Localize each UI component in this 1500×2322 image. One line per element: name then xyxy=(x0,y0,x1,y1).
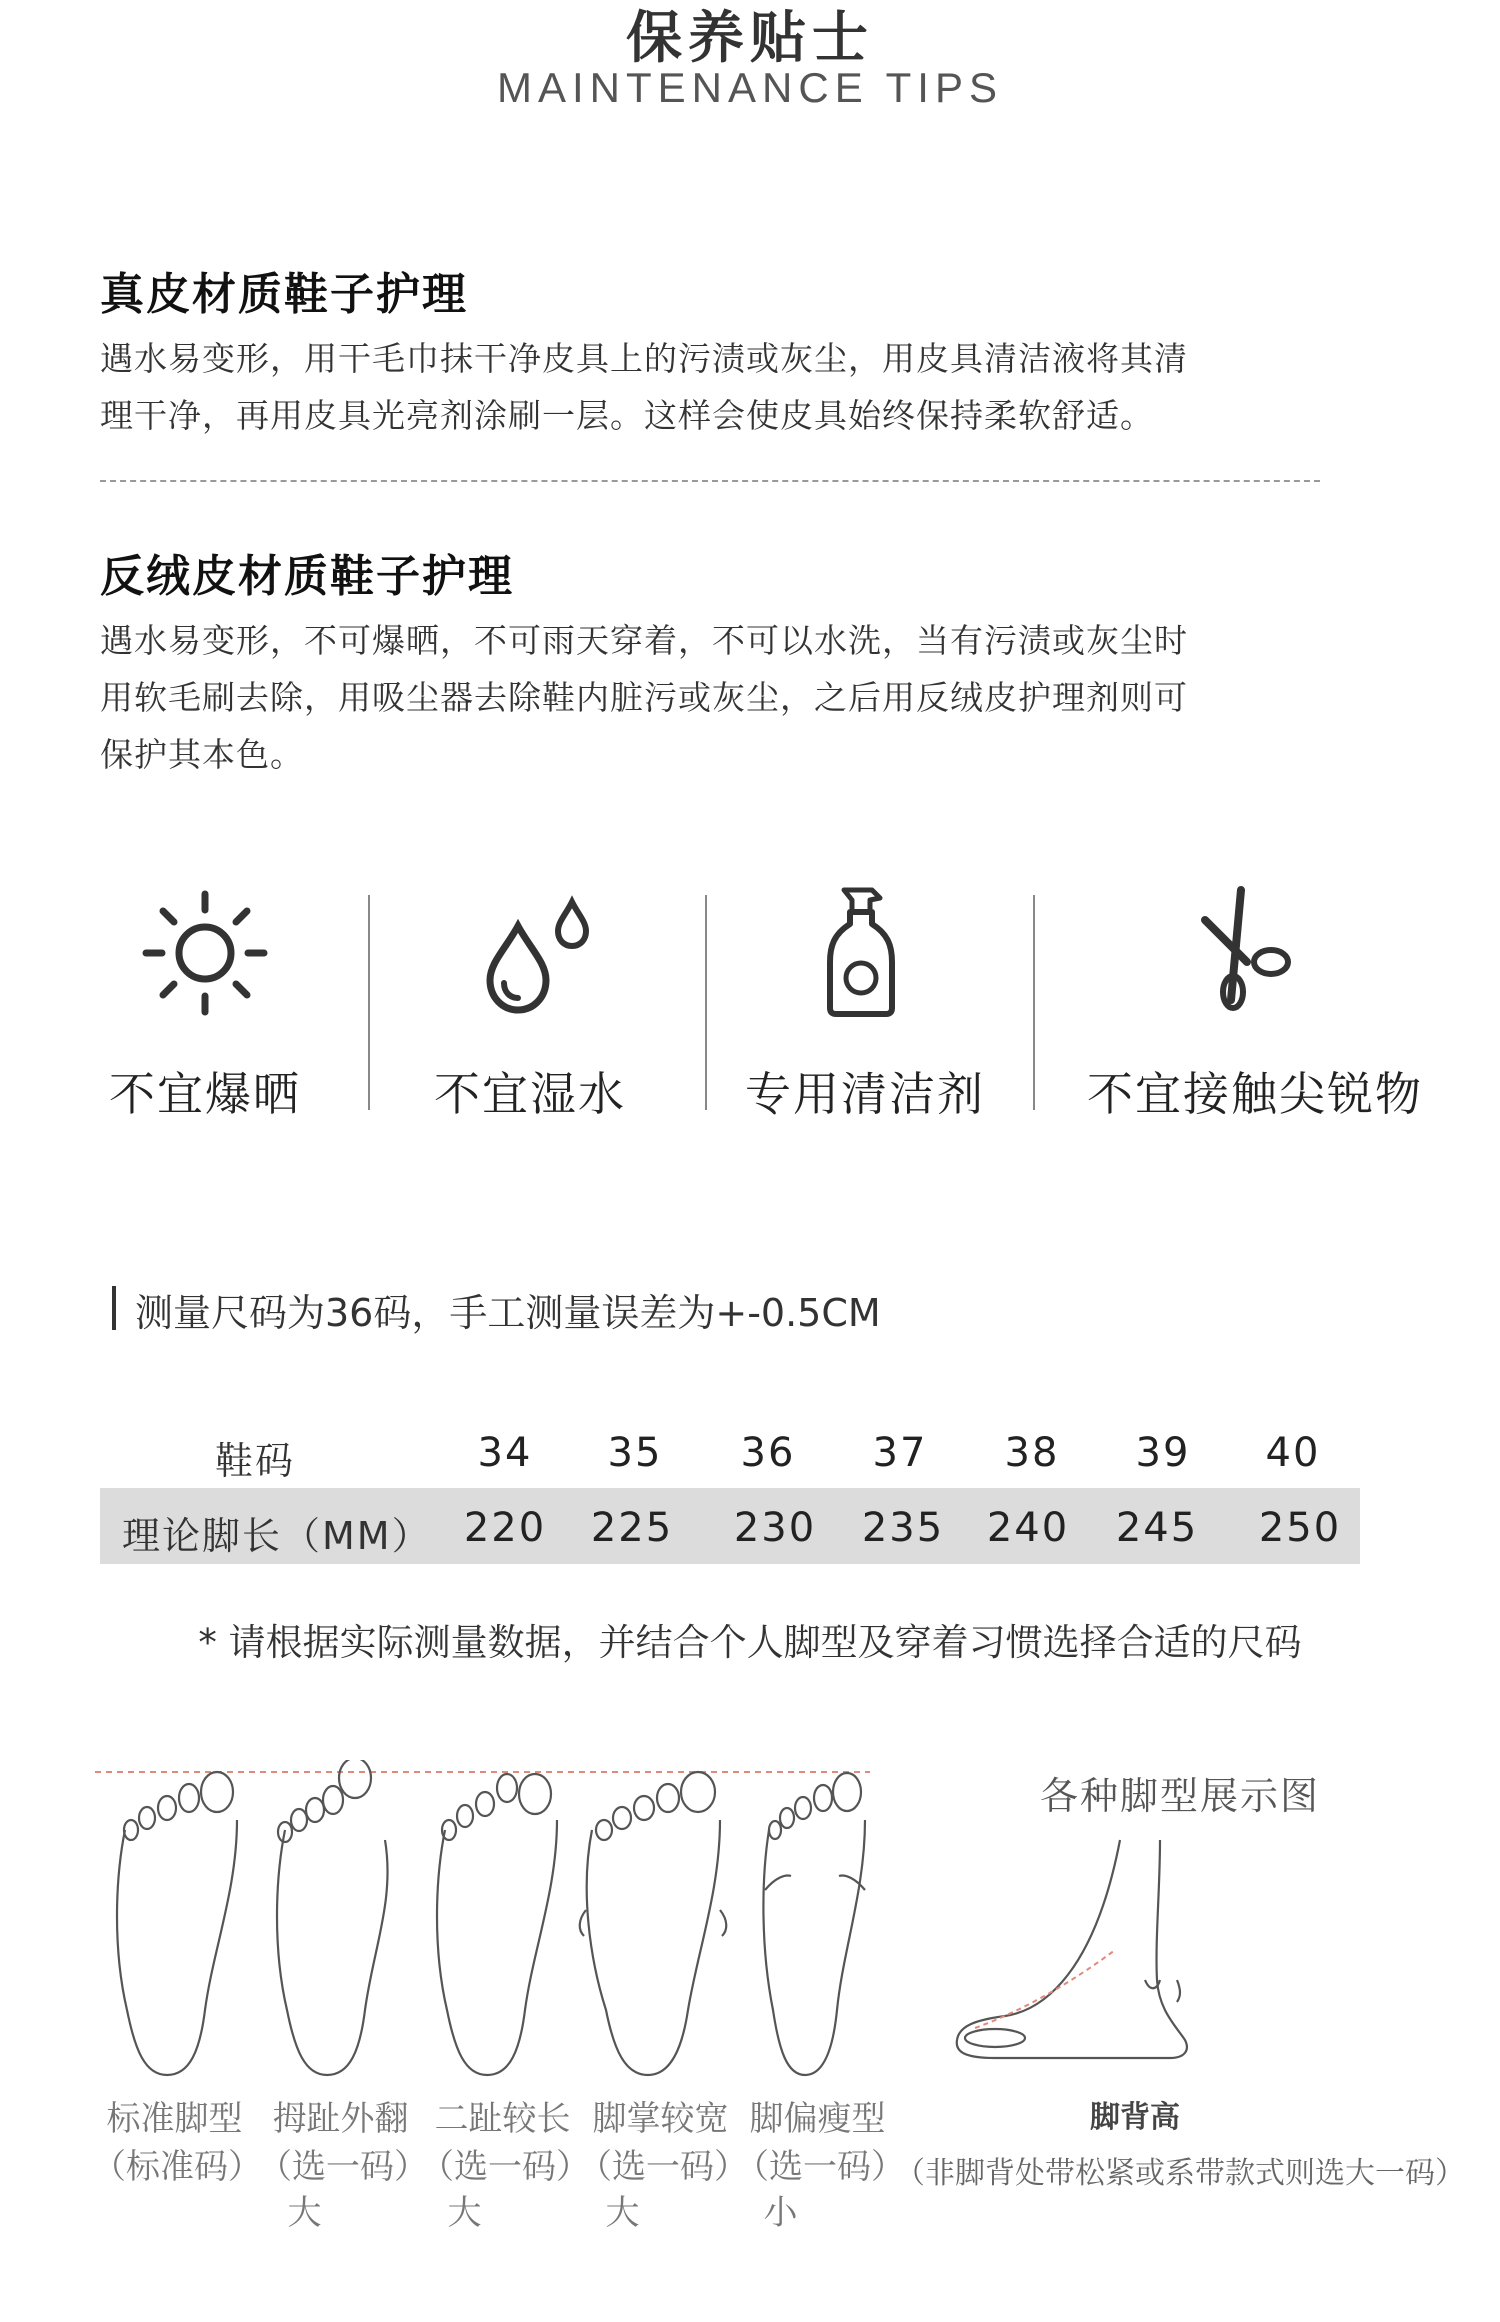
section-line: 理干净，再用皮具光亮剂涂刷一层。这样会使皮具始终保持柔软舒适。 xyxy=(100,396,1154,435)
size-cell: 35 xyxy=(607,1430,663,1476)
instep-note: （非脚背处带松紧或系带款式则选大一码） xyxy=(895,2156,1465,2191)
foot-slim xyxy=(763,1773,865,2075)
size-cell: 34 xyxy=(477,1430,533,1476)
foot-type-name: 标准脚型 xyxy=(106,2099,243,2139)
foot-shapes-title: 各种脚型展示图 xyxy=(1040,1774,1321,1818)
care-label-sharp: 不宜接触尖锐物 xyxy=(1087,1067,1423,1121)
section-line: 遇水易变形，用干毛巾抹干净皮具上的污渍或灰尘，用皮具清洁液将其清 xyxy=(100,339,1188,378)
icon-separator xyxy=(368,895,370,1110)
care-label-water: 不宜湿水 xyxy=(434,1067,626,1121)
foot-type-sub: （标准码） xyxy=(92,2147,262,2187)
foot-type-sub2: 大 xyxy=(447,2193,482,2233)
size-cell: 39 xyxy=(1135,1430,1191,1476)
icon-separator xyxy=(1033,895,1035,1110)
instep-label: 脚背高 xyxy=(1090,2100,1180,2135)
shoe-size-label: 鞋码 xyxy=(215,1439,296,1483)
foot-type-sub: （选一码） xyxy=(735,2147,905,2187)
foot-bunion xyxy=(277,1760,388,2075)
size-tip: * 请根据实际测量数据，并结合个人脚型及穿着习惯选择合适的尺码 xyxy=(198,1621,1302,1664)
length-cell: 235 xyxy=(861,1505,945,1551)
note-bar xyxy=(112,1286,116,1330)
water-drop-icon xyxy=(478,888,598,1022)
section-body-suede xyxy=(100,612,1340,783)
foot-second-toe-long xyxy=(437,1774,557,2075)
foot-wide xyxy=(580,1772,727,2075)
size-cell: 40 xyxy=(1265,1430,1321,1476)
dashed-divider xyxy=(100,480,1320,482)
measure-note: 测量尺码为36码，手工测量误差为+-0.5CM xyxy=(135,1291,881,1335)
section-heading-suede: 反绒皮材质鞋子护理 xyxy=(100,551,514,602)
instep-illustration xyxy=(945,1830,1285,2070)
foot-type-name: 拇趾外翻 xyxy=(272,2099,409,2139)
foot-type-name: 二趾较长 xyxy=(434,2099,571,2139)
foot-type-sub2: 小 xyxy=(763,2193,798,2233)
care-label-cleaner: 专用清洁剂 xyxy=(745,1067,985,1121)
section-line: 保护其本色。 xyxy=(100,735,304,774)
section-line: 用软毛刷去除，用吸尘器去除鞋内脏污或灰尘，之后用反绒皮护理剂则可 xyxy=(100,678,1188,717)
section-line: 遇水易变形，不可爆晒，不可雨天穿着，不可以水洗，当有污渍或灰尘时 xyxy=(100,621,1188,660)
length-cell: 240 xyxy=(986,1505,1070,1551)
section-heading-leather: 真皮材质鞋子护理 xyxy=(100,269,468,320)
length-cell: 250 xyxy=(1258,1505,1342,1551)
size-cell: 37 xyxy=(872,1430,928,1476)
foot-types-illustration xyxy=(95,1760,895,2080)
spray-bottle-icon xyxy=(822,880,902,1024)
section-body-leather xyxy=(100,330,1340,444)
length-cell: 230 xyxy=(733,1505,817,1551)
length-cell: 245 xyxy=(1115,1505,1199,1551)
foot-length-label: 理论脚长（MM） xyxy=(122,1514,432,1558)
icon-separator xyxy=(705,895,707,1110)
foot-standard xyxy=(117,1772,237,2075)
foot-type-sub2: 大 xyxy=(287,2193,322,2233)
length-cell: 225 xyxy=(590,1505,674,1551)
sharp-object-icon xyxy=(1185,880,1305,1024)
care-label-sun: 不宜爆晒 xyxy=(109,1067,301,1121)
foot-type-sub: （选一码） xyxy=(258,2147,428,2187)
foot-type-sub: （选一码） xyxy=(578,2147,748,2187)
size-cell: 38 xyxy=(1004,1430,1060,1476)
page-title: 保养贴士 xyxy=(626,6,874,71)
sun-icon xyxy=(140,888,270,1022)
length-cell: 220 xyxy=(463,1505,547,1551)
foot-type-name: 脚偏瘦型 xyxy=(749,2099,886,2139)
page-subtitle: MAINTENANCE TIPS xyxy=(497,64,1003,111)
foot-type-name: 脚掌较宽 xyxy=(592,2099,729,2139)
size-cell: 36 xyxy=(740,1430,796,1476)
foot-type-sub: （选一码） xyxy=(420,2147,590,2187)
foot-type-sub2: 大 xyxy=(605,2193,640,2233)
